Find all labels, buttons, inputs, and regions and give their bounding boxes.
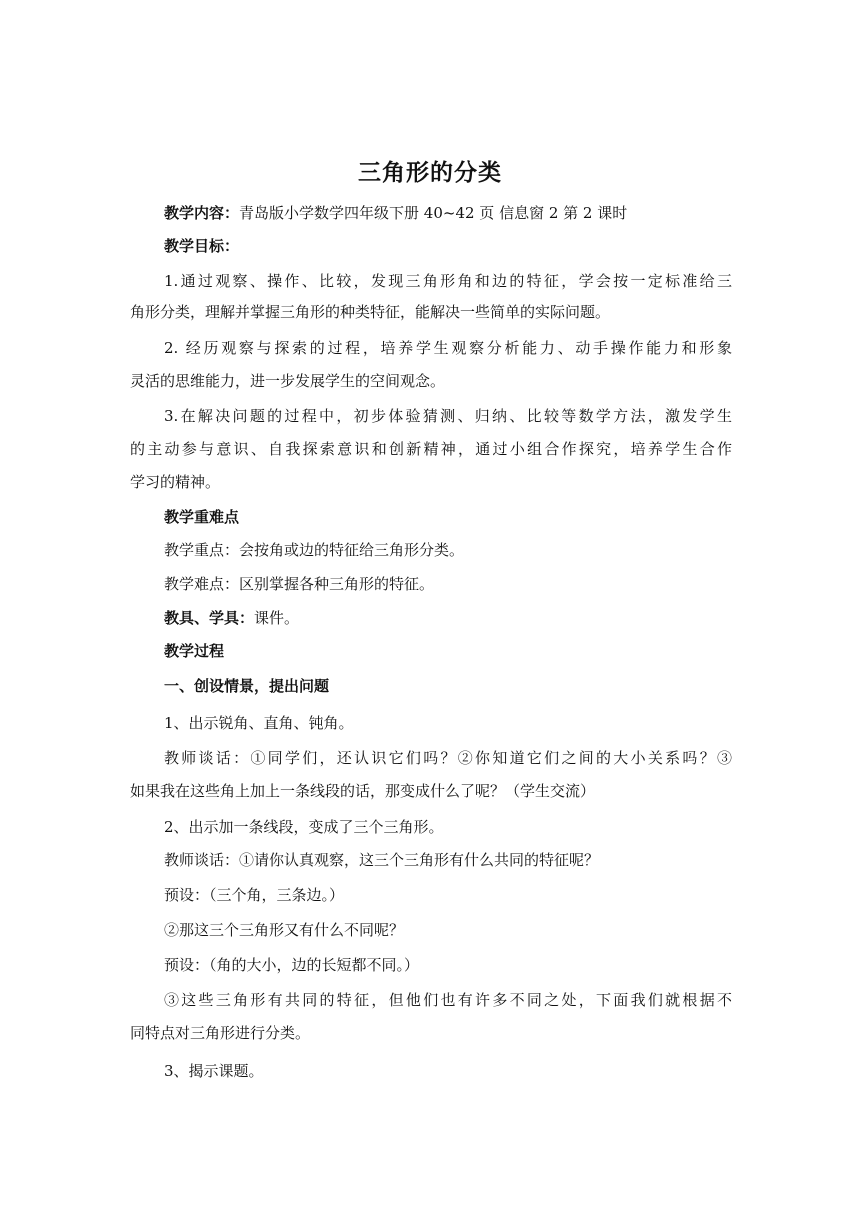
process-heading: 教学过程 [164,642,225,660]
objective-3-line-2: 的主动参与意识、自我探索意识和创新精神，通过小组合作探究，培养学生合作 [130,440,732,458]
teaching-content-label: 教学内容： [164,204,240,222]
objectives-heading: 教学目标： [164,237,240,255]
process-paragraph-2-line-1: 教师谈话：①同学们，还认识它们吗？②你知道它们之间的大小关系吗？③ [164,749,732,767]
key-points-heading: 教学重难点 [164,508,240,526]
objective-2-line-2: 灵活的思维能力，进一步发展学生的空间观念。 [130,372,446,390]
process-paragraph-2-line-2: 如果我在这些角上加上一条线段的话，那变成什么了呢？（学生交流） [130,782,596,800]
process-paragraph-8-line-2: 同特点对三角形进行分类。 [130,1024,311,1042]
objective-1-line-2: 角形分类，理解并掌握三角形的种类特征，能解决一些简单的实际问题。 [130,303,611,321]
process-paragraph-3: 2、出示加一条线段，变成了三个三角形。 [164,818,444,836]
section-1-heading: 一、创设情景，提出问题 [164,677,330,695]
objective-3-line-1: 3.在解决问题的过程中，初步体验猜测、归纳、比较等数学方法，激发学生 [164,407,732,425]
key-point-focus: 教学重点：会按角或边的特征给三角形分类。 [164,541,465,559]
objective-2-line-1: 2. 经历观察与探索的过程，培养学生观察分析能力、动手操作能力和形象 [164,339,732,357]
process-paragraph-7: 预设：（角的大小，边的长短都不同。） [164,956,420,974]
process-paragraph-1: 1、出示锐角、直角、钝角。 [164,714,354,732]
document-title: 三角形的分类 [358,160,502,186]
process-paragraph-8-line-1: ③这些三角形有共同的特征，但他们也有许多不同之处，下面我们就根据不 [164,991,732,1009]
objective-3-line-3: 学习的精神。 [130,473,221,491]
process-paragraph-5: 预设：（三个角，三条边。） [164,886,345,904]
objective-1-line-1: 1.通过观察、操作、比较，发现三角形角和边的特征，学会按一定标准给三 [164,272,732,290]
key-point-difficulty: 教学难点：区别掌握各种三角形的特征。 [164,575,435,593]
process-paragraph-6: ②那这三个三角形又有什么不同呢？ [164,921,405,939]
tools-text: 课件。 [254,609,300,627]
tools [164,601,732,635]
teaching-content-text: 青岛版小学数学四年级下册 40~42 页 信息窗 2 第 2 课时 [239,204,628,222]
teaching-content [164,196,732,230]
process-paragraph-9: 3、揭示课题。 [164,1062,264,1080]
tools-label: 教具、学具： [164,609,255,627]
process-paragraph-4: 教师谈话：①请你认真观察，这三个三角形有什么共同的特征呢？ [164,851,600,869]
